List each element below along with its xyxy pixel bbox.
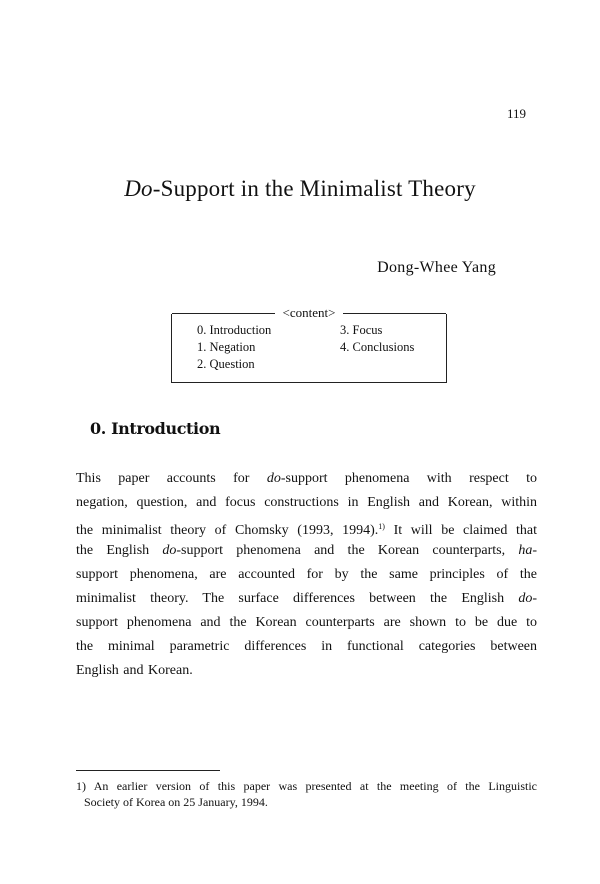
paragraph-line [76, 659, 537, 683]
toc-heading: <content> [282, 305, 336, 320]
section-heading: 0. Introduction [90, 419, 221, 438]
italic-term: do [266, 471, 281, 486]
text-run: support phenomena and the Korean counterparts are shown to be due to [76, 615, 537, 630]
table-of-contents [171, 305, 447, 383]
paragraph-line [76, 635, 537, 659]
text-run: This paper accounts for [76, 471, 267, 486]
paragraph-line [76, 587, 537, 611]
toc-item-negation: 1. Negation [197, 340, 256, 354]
paragraph-line [76, 515, 537, 539]
text-run: -support phenomena with respect to [280, 471, 537, 486]
paragraph-line [76, 467, 537, 491]
footnote-line: Society of Korea on 25 January, 1994. [84, 795, 268, 809]
text-run: It will be claimed that [384, 523, 537, 538]
text-run: support phenomena, are accounted for by the same principles of the [76, 567, 537, 582]
text-run: English and Korean. [76, 663, 193, 678]
paper-title [0, 176, 600, 202]
paragraph-line [76, 611, 537, 635]
title-italic-part: Do [124, 176, 153, 201]
text-run: - [532, 591, 537, 606]
text-run: -support phenomena and the Korean counterparts, [176, 543, 519, 558]
author-name: Dong-Whee Yang [377, 259, 496, 276]
paragraph-line [76, 539, 537, 563]
paragraph-line [76, 563, 537, 587]
footnote-rule [76, 770, 220, 771]
page-number: 119 [506, 106, 526, 121]
italic-term: do [162, 543, 177, 558]
text-run: the English [76, 543, 163, 558]
title-rest: -Support in the Minimalist Theory [152, 176, 476, 201]
text-run: the minimalist theory of Chomsky (1993, 1994). [76, 523, 379, 538]
toc-item-focus: 3. Focus [340, 323, 383, 337]
footnote-line: 1) An earlier version of this paper was presented at the meeting of the Linguistic [76, 779, 537, 793]
footnote-marker: 1) [378, 522, 385, 531]
toc-item-introduction: 0. Introduction [197, 323, 272, 337]
italic-term: ha [518, 543, 533, 558]
text-run: - [532, 543, 537, 558]
text-run: negation, question, and focus constructions in English and Korean, within [76, 495, 537, 510]
text-run: the minimal parametric differences in functional categories between [76, 639, 537, 654]
italic-term: do [518, 591, 533, 606]
introduction-paragraph [76, 467, 537, 683]
text-run: minimalist theory. The surface differences between the English [76, 591, 519, 606]
toc-item-question: 2. Question [197, 357, 255, 371]
toc-item-conclusions: 4. Conclusions [340, 340, 415, 354]
footnote [76, 778, 537, 810]
paragraph-line [76, 491, 537, 515]
